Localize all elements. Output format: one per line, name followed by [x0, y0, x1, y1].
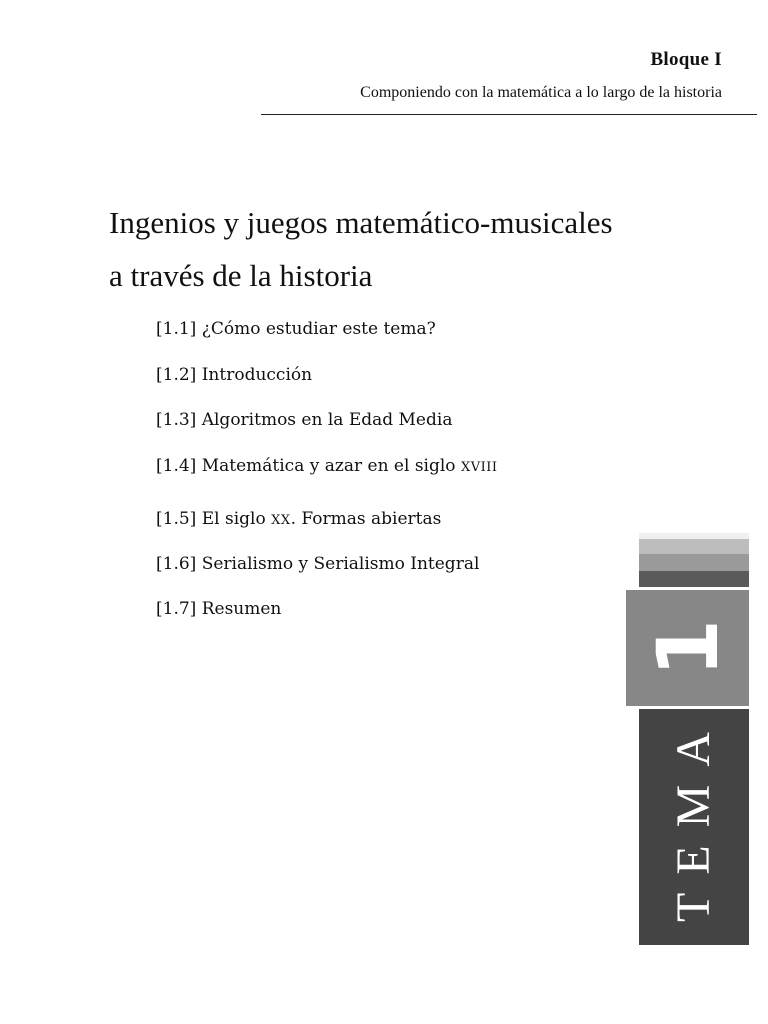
chapter-number-box — [626, 590, 749, 706]
toc-text: Resumen — [201, 599, 282, 619]
tab-stripe-dark — [639, 571, 749, 587]
toc-item-1-1[interactable] — [156, 316, 436, 342]
tema-label-box — [639, 709, 749, 945]
toc-item-1-4[interactable] — [156, 453, 498, 481]
toc-century: XVIII — [460, 460, 498, 475]
toc-century: XX — [271, 513, 291, 528]
toc-text-after: . Formas abiertas — [290, 509, 442, 529]
chapter-title-line-1: Ingenios y juegos matemático-musicales — [109, 205, 613, 240]
chapter-number: 1 — [638, 618, 737, 678]
toc-item-1-6[interactable] — [156, 551, 479, 577]
tab-stripe-mid — [639, 554, 749, 571]
tema-label: TEMA — [667, 714, 720, 922]
toc-number: [1.2] — [156, 365, 197, 385]
toc-text: Introducción — [201, 365, 313, 385]
tab-stripe-light — [639, 539, 749, 554]
block-title: Bloque I — [650, 49, 722, 70]
toc-item-1-3[interactable] — [156, 407, 452, 433]
toc-text: Algoritmos en la Edad Media — [201, 410, 453, 430]
toc-number: [1.5] — [156, 509, 197, 529]
toc-number: [1.1] — [156, 319, 197, 339]
toc-text: Matemática y azar en el siglo — [201, 456, 456, 476]
toc-number: [1.7] — [156, 599, 197, 619]
toc-number: [1.4] — [156, 456, 197, 476]
toc-text: Serialismo y Serialismo Integral — [201, 554, 480, 574]
chapter-title-line-2: a través de la historia — [109, 258, 373, 293]
page-header — [360, 48, 722, 104]
header-rule — [261, 114, 757, 115]
toc-number: [1.3] — [156, 410, 197, 430]
block-subtitle: Componiendo con la matemática a lo largo de la historia — [360, 84, 722, 101]
toc-number: [1.6] — [156, 554, 197, 574]
toc-text: ¿Cómo estudiar este tema? — [201, 319, 436, 339]
toc-item-1-7[interactable] — [156, 596, 281, 622]
chapter-title — [109, 196, 729, 302]
toc-item-1-5[interactable] — [156, 506, 441, 534]
toc-text: El siglo — [201, 509, 266, 529]
toc-item-1-2[interactable] — [156, 362, 312, 388]
